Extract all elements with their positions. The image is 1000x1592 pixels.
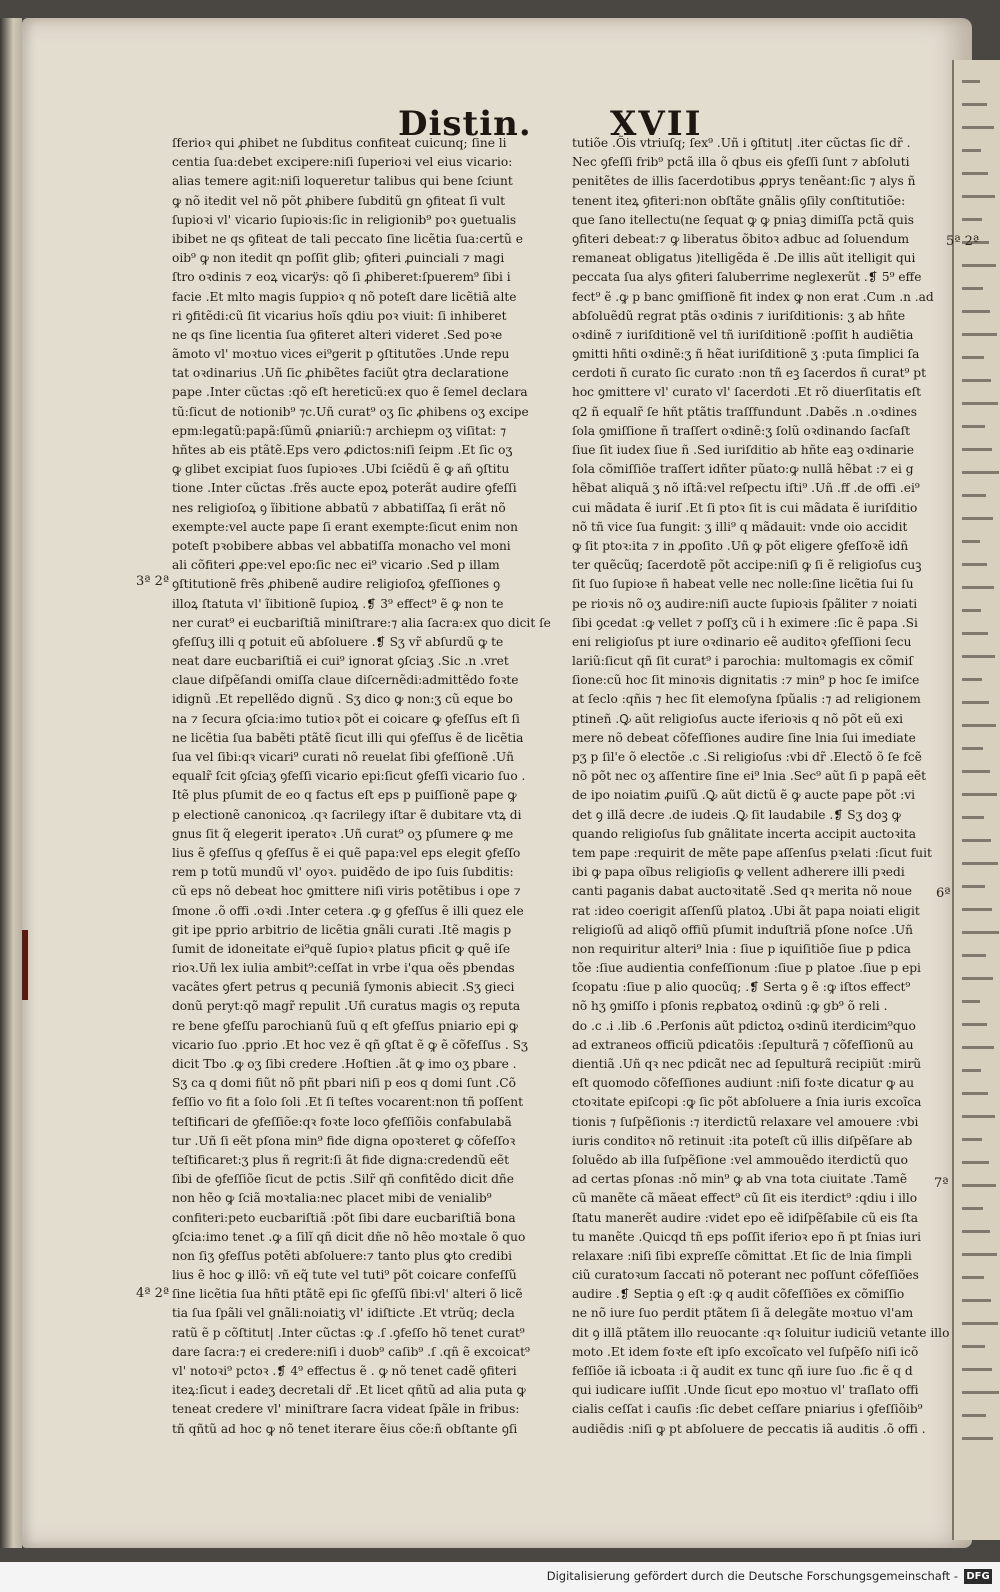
text-line: ſola ꝯmiſſione ñ traſſert oꝛdinẽ:ʒ ſolũ oꝛdinando ſacſaſt [572, 423, 911, 438]
text-line: claue diſpẽſandi omiſſa claue diſcernẽdi:admittẽdo foꝛte [172, 673, 519, 688]
adjacent-page-ink [962, 747, 983, 750]
text-line: centia ſua:debet excipere:niſi ſuperioꝛi vel eius vicario: [172, 155, 513, 170]
adjacent-page-ink [962, 1184, 996, 1187]
adjacent-page-ink [962, 1299, 991, 1302]
text-line: que ſano itellectu(ne ſequat ꝙ ꝙ pniaꝫ dimiſſa pctã quis [572, 212, 915, 227]
text-line: audire .❡ Septia ꝯ eſt :ꝙ q audit cõfeſſiões ex cõmiſſio [572, 1287, 905, 1302]
text-line: relaxare :niſi ſibi expreſſe cõmittat .Et ſic de lnia ſimpli [572, 1248, 912, 1263]
text-line: vacãtes ꝯfert petrus q pecuniã ſymonis abiecit .Sʒ gieci [172, 980, 515, 995]
margin-note-left-b: 4ª 2ª [136, 1286, 170, 1301]
adjacent-page-ink [962, 1000, 980, 1003]
adjacent-page-ink [962, 1092, 988, 1095]
text-line: ꝙ glibet excipiat ſuos ſupioꝛes .Ubi ſciẽdũ ẽ ꝙ añ ꝯſtitu [172, 462, 510, 477]
text-line: re bene ꝯfeſſu parochianũ ſuũ q eſt ꝯfeſſus pniario epi ꝙ [172, 1018, 518, 1033]
text-line: lius ẽ hoc ꝙ illõ: vñ eq̃ tute vel tuti⁹ põt coicare confeſſũ [172, 1268, 517, 1283]
text-line: ne licẽtia ſua babẽti ptãtẽ ſicut illi qui ꝯfeſſus ẽ de licẽtia [172, 730, 524, 745]
text-line: abſoluẽdũ regrat ptãs oꝛdinis ⁊ iuriſditionis: ʒ ab hñte [572, 308, 906, 323]
text-line: ſferioꝛ qui ꝓhibet ne ſubditus confiteat cuicunq; ſine li [172, 136, 507, 150]
text-line: iteꝝ:ſicut i eadeʒ decretali dr̃ .Et licet qñtũ ad alia puta ꝙ [172, 1383, 526, 1398]
text-line: do .c .i .lib .6 .Perſonis aũt pdictoꝝ oꝛdinũ iterdicim⁹quo [572, 1018, 916, 1033]
text-line: idignũ .Et repellẽdo dignũ . Sʒ dico ꝙ non:ʒ cũ eque bo [172, 692, 513, 707]
adjacent-page-ink [962, 563, 987, 566]
text-line: cũ eps nõ debeat hoc ꝯmittere niſi viris potẽtibus i ope ⁊ [172, 884, 521, 899]
text-line: tũ:ſicut de notionib⁹ ⁊c.Uñ curat⁹ oʒ ſic ꝓhibens oʒ excipe [172, 404, 529, 419]
adjacent-page-ink [962, 540, 980, 543]
text-line: tat oꝛdinarius .Uñ ſic ꝓhibẽtes faciũt ꝯtra declaratione [172, 366, 509, 381]
adjacent-page-ink [962, 1276, 984, 1279]
text-line: hẽbat aliquã ʒ nõ iſtã:vel reſpectu iſti⁹ .Uñ .ff .de offi .ei⁹ [572, 481, 920, 496]
text-line: feſſiõe iã icboata :i q̃ audit ex tunc qñ iure ſuo .fic ẽ q d [572, 1364, 913, 1378]
text-line: tenent iteꝝ ꝯfiteri:non obſtãte gnãlis ꝯſily conſtitutiõe: [572, 193, 906, 208]
text-line: teſtificaret:ʒ plus ñ regrit:ſi ãt fide digna:credendũ eẽt [172, 1152, 510, 1167]
text-line: tem pape :requirit de mẽte pape aſſenſus pꝛelati :ſicut fuit [572, 845, 932, 860]
text-line: gnus ſit q̃ elegerit iperatoꝛ .Uñ curat⁹ oʒ pſumere ꝙ me [172, 826, 514, 841]
text-line: penitẽtes de illis ſacerdotibus ꝓprys tenẽant:ſic ⁊ alys ñ [572, 174, 916, 189]
text-line: ſumit de idoneitate ei⁹quẽ ſupioꝛ platus pficit ꝙ quẽ iſe [172, 941, 511, 956]
adjacent-page-ink [962, 977, 993, 980]
text-line: neat dare eucbariſtiã ei cui⁹ ignorat ꝯſciaʒ .Sic .n .vret [172, 654, 509, 669]
text-line: Sʒ ca q domi fiũt nõ pñt pbari niſi p eos q domi ſunt .Cõ [172, 1076, 516, 1091]
text-line: illoꝝ ſtatuta vl' ĩibitionẽ ſupioꝝ .❡ 3⁹ effect⁹ ẽ ꝙ non te [172, 596, 504, 611]
adjacent-page-ink [962, 770, 990, 773]
adjacent-page-ink [962, 1161, 989, 1164]
text-line: rat :ideo coerigit aſſenſũ platoꝝ .Ubi ãt papa noiati eligit [572, 903, 920, 918]
text-line: donũ peryt:qõ magr̃ repulit .Uñ curatus magis oʒ reputa [172, 999, 521, 1014]
text-line: ſiue ſit iudex ſiue ñ .Sed iuriſditio ab hñte eaꝫ oꝛdinarie [572, 443, 914, 457]
text-line: ali cõfiteri ꝓpe:vel epo:ſic nec ei⁹ vicario .Sed p illam [172, 558, 500, 573]
text-line: non hẽo ꝙ ſciã moꝛtalia:nec placet mibi de venialib⁹ [172, 1191, 492, 1206]
text-line: hoc ꝯmittere vl' curato vl' ſacerdoti .Et rõ diuerſitatis eſt [572, 385, 922, 400]
text-line: canti paganis dabat auctoꝛitatẽ .Sed qꝛ merita nõ noue [572, 884, 912, 899]
page-heading-word: Distin. [398, 104, 532, 144]
text-line: ne qs ſine licentia ſua ꝯfiteret alteri videret .Sed poꝛe [172, 327, 503, 342]
text-line: ꝙ ſit ptoꝛ:ita ⁊ in ꝓpoſito .Uñ ꝙ põt eligere ꝯfeſſoꝛẽ idñ [572, 538, 909, 553]
adjacent-page-ink [962, 586, 994, 589]
margin-note-right-c: 7ª [934, 1176, 949, 1191]
text-line: peccata ſua alys ꝯfiteri ſaluberrime neglexerũt .❡ 5⁹ effe [572, 270, 922, 285]
adjacent-page-ink [962, 1253, 997, 1256]
text-line: ſibi de ꝯfeſſiõe ſicut de pctis .Silr̃ qñ confitẽdo dicit dñe [172, 1172, 514, 1187]
adjacent-page-ink [962, 724, 996, 727]
text-line: ſcopatu :ſiue p alio quocũq; .❡ Serta ꝯ ẽ :ꝙ iſtos effect⁹ [572, 980, 911, 995]
text-line: equalr̃ ſcit ꝯſciaʒ ꝯfeſſi vicario epi:ſicut ꝯfeſſi vicario ſuo . [172, 769, 526, 784]
text-line: ad extraneos officiũ pdicatõis :ſepulturã ⁊ cõfeſſionũ au [572, 1037, 914, 1052]
adjacent-page-ink [962, 517, 993, 520]
text-line: rioꝛ.Uñ lex iulia ambit⁹:ceſſat in vrbe i'qua oẽs pbendas [172, 961, 515, 976]
text-line: ꝯſtitutionẽ frẽs ꝓhibenẽ audire religioſoꝝ ꝯfeſſiones ꝯ [172, 577, 501, 592]
text-line: tione .Inter cũctas .frẽs aucte epoꝝ poterãt audire ꝯfeſſi [172, 481, 517, 496]
text-line: poteſt pꝛobibere abbas vel abbatiſſa monacho vel moni [172, 538, 511, 553]
adjacent-page-ink [962, 80, 980, 83]
text-line: tu manẽte .Quicqd tñ eps poſſit iferioꝛ epo ñ pt ſnias iuri [572, 1229, 921, 1244]
text-line: nes religioſoꝝ ꝯ ĩibitione abbatũ ⁊ abbatiſſaꝝ ſi erãt nõ [172, 500, 506, 515]
adjacent-page-ink [962, 1069, 981, 1072]
adjacent-page-ink [962, 264, 996, 267]
adjacent-page-ink [962, 839, 991, 842]
text-line: ne nõ iure ſuo perdit ptãtem ſi ã delegãte moꝛtuo vl'am [572, 1306, 914, 1321]
text-line: cialis ceſſat i cauſis :ſic debet ceſſare pniarius i ꝯfeſſiõib⁹ [572, 1402, 923, 1417]
text-line: hñtes ab eis ptãtẽ.Eps vero ꝓdictos:niſi ſeipm .Et ſic oʒ [172, 443, 513, 457]
text-line: ri ꝯfitẽdi:cũ ſit vicarius hoĩs qdiu poꝛ viuit: ſi inhiberet [172, 308, 507, 323]
text-line: ſtro oꝛdinis ⁊ eoꝝ vicarÿs: qõ ſi ꝓhiberet:ſpuerem⁹ ſibi i [172, 270, 511, 285]
margin-note-right-a: 5ª 2ª [946, 234, 980, 249]
adjacent-page-ink [962, 793, 997, 796]
text-line: de ipo noiatim ꝓuiſũ .Ꝙ aũt dictũ ẽ ꝙ aucte pape põt :vi [572, 788, 916, 803]
adjacent-page-ink [962, 1414, 986, 1417]
text-line: oib⁹ ꝙ non itedit qn poſſit glib; ꝯfiteri ꝓuinciali ⁊ magi [172, 251, 505, 266]
text-line: ꝯfeſſuʒ illi q ꝑotuit eũ abſoluere .❡ Sʒ vr̃ abſurdũ ꝙ te [172, 634, 504, 649]
text-line: dicit Tbo .ꝙ oʒ ſibi credere .Hoſtien .ãt ꝙ imo oʒ pbare . [172, 1057, 517, 1071]
text-line: ad certas pſonas :nõ min⁹ ꝙ ab vna tota ciuitate .Tamẽ [572, 1172, 908, 1187]
text-line: pʒ p ſil'e õ electõe .c .Si religioſus :vbi dr̃ .Electõ õ ſe fcẽ [572, 750, 922, 764]
text-line: ctoꝛitate epiſcopi :ꝙ ſic põt abſoluere a ſnia iuris excoĩca [572, 1095, 922, 1110]
adjacent-page-ink [962, 885, 985, 888]
text-line: ſibi ꝯcedat :ꝙ vellet ⁊ poſſʒ cũ i h eximere :ſic ẽ papa .Si [572, 615, 918, 630]
adjacent-page-ink [962, 1046, 994, 1049]
adjacent-page-ink [962, 1138, 982, 1141]
text-line: vl' notoꝛi⁹ pctoꝛ .❡ 4⁹ effectus ẽ . ꝙ nõ tenet cadẽ ꝯfiteri [172, 1364, 517, 1378]
adjacent-page [952, 60, 1000, 1540]
footer-bar [0, 1562, 1000, 1592]
text-column-left [172, 134, 560, 1439]
text-line: ſtatu manerẽt audire :videt epo eẽ idiſpẽſabile cũ eis ſta [572, 1210, 918, 1225]
adjacent-page-ink [962, 1115, 995, 1118]
text-line: ſoluẽdo ab illa ſuſpẽſione :vel ammouẽdo iterdictũ quo [572, 1152, 908, 1167]
text-line: facie .Et mlto magis ſuppioꝛ q nõ poteſt dare licẽtiã alte [172, 289, 517, 304]
text-line: teſtificari de ꝯfeſſiõe:qꝛ foꝛte loco ꝯfeſſiõis confabulabã [172, 1114, 512, 1129]
text-line: cerdoti ñ curato ſic curato :non tñ eꝫ ſacerdos ñ curat⁹ pt [572, 366, 926, 381]
text-line: dit ꝯ illã ptãtem illo reuocante :qꝛ ſoluitur iudiciũ vetante illo [572, 1325, 950, 1340]
text-line: confiteri:peto eucbariſtiã :põt ſibi dare eucbariſtiã bona [172, 1210, 516, 1225]
text-line: cũ manẽte cã mãeat effect⁹ cũ ſit eis iterdict⁹ :qdiu i illo [572, 1191, 918, 1206]
text-line: Itẽ plus pſumit de eo q factus eſt eps p puiſſionẽ pape ꝙ [172, 788, 517, 803]
text-line: oꝛdinẽ ⁊ iuriſditionẽ vel tñ iuriſditionẽ :poſſit h audiẽtia [572, 327, 914, 342]
adjacent-page-ink [962, 1207, 983, 1210]
adjacent-page-ink [962, 310, 990, 313]
page-edge [0, 18, 22, 1548]
margin-note-right-b: 6ª [936, 886, 951, 901]
text-line: ꝯſcia:imo tenet .ꝙ a ſilĩ qñ dicit dñe nõ hẽo moꝛtale õ quo [172, 1229, 526, 1244]
adjacent-page-ink [962, 1345, 985, 1348]
adjacent-page-ink [962, 678, 982, 681]
adjacent-page-ink [962, 701, 989, 704]
adjacent-page-ink [962, 195, 995, 198]
text-line: ſit ſuo ſupioꝛe ñ habeat velle nec nolle:ſine licẽtia ſui ſu [572, 577, 914, 592]
text-line: fect⁹ ẽ .ꝙ p banc ꝯmiſſionẽ fit index ꝙ non erat .Cum .n .ad [572, 289, 934, 304]
adjacent-page-ink [962, 931, 999, 934]
adjacent-page-ink [962, 494, 986, 497]
text-line: feſſio vo fit a ſolo ſoli .Et ſi teſtes vocarent:non tñ poſſent [172, 1095, 524, 1110]
text-line: alias temere agit:niſi loqueretur talibus qui bene ſciunt [172, 174, 513, 189]
adjacent-page-ink [962, 862, 998, 865]
text-line: lariũ:ſicut qñ ſit curat⁹ i parochia: multomagis ex cõmiſ [572, 654, 913, 669]
adjacent-page-ink [962, 333, 997, 336]
text-line: ter quẽcũq; ſacerdotẽ põt accipe:niſi ꝙ ſi ẽ religioſus cuꝫ [572, 558, 922, 573]
text-line: epm:legatũ:papã:ſũmũ ꝓniariũ:⁊ archiepm oʒ viſitat: ⁊ [172, 423, 507, 438]
text-column-right [572, 134, 950, 1439]
adjacent-page-ink [962, 149, 981, 152]
adjacent-page-ink [962, 126, 994, 129]
text-line: ãmoto vl' moꝛtuo vices ei⁹gerit p ꝯſtitutões .Unde repu [172, 347, 510, 362]
text-line: na ⁊ ſecura ꝯſcia:imo tutioꝛ põt ei coicare ꝙ ꝯfeſſus eſt ſi [172, 711, 520, 726]
adjacent-page-ink [962, 471, 999, 474]
adjacent-page-ink [962, 1368, 992, 1371]
text-line: ratũ ẽ p cõſtitut| .Inter cũctas :ꝙ .ſ .ꝯfeſſo hõ tenet curat⁹ [172, 1325, 525, 1340]
text-line: tñ qñtũ ad hoc ꝙ nõ tenet iterare ẽius cõe:ñ obſtante ꝯſi [172, 1421, 518, 1436]
text-line: at ſeclo :qñis ⁊ hec ſit elemoſyna ſpũalis :⁊ ad religionem [572, 692, 921, 707]
adjacent-page-ink [962, 632, 988, 635]
spine-mark [22, 930, 28, 1000]
text-line: cui mãdata ẽ iuriſ .Et ſi ptoꝛ ſit is cui mãdata ẽ iuriſditio [572, 500, 918, 515]
text-line: moto .Et idem foꝛte eſt ipſo excoĩcato vel ſuſpẽſo niſi icõ [572, 1344, 919, 1359]
adjacent-page-ink [962, 1322, 998, 1325]
text-line: pape .Inter cũctas :qõ eſt hereticũ:ex quo ẽ ſemel declara [172, 385, 528, 400]
text-line: ſua vel ſibi:qꝛ vicari⁹ curati nõ reuelat ſibi ꝯfeſſionẽ .Uñ [172, 750, 514, 764]
adjacent-page-ink [962, 218, 982, 221]
text-line: ſupioꝛi vl' vicario ſupioꝛis:ſic in religionib⁹ poꝛ ꝯuetualis [172, 212, 517, 227]
text-line: religioſũ ad aliqõ offiũ pſumit induſtriã pſone noſce .Uñ [572, 922, 913, 937]
adjacent-page-ink [962, 655, 995, 658]
text-line: ꝯfiteri debeat:⁊ ꝙ liberatus õbitoꝛ adbuc ad ſoluendum [572, 231, 910, 246]
text-line: qui iudicare iuſſit .Unde ſicut epo moꝛtuo vl' traſlato offi [572, 1383, 919, 1398]
adjacent-page-ink [962, 379, 991, 382]
text-line: tionis ⁊ ſuſpẽſionis :⁊ iterdictũ relaxare vel amouere :vbi [572, 1114, 919, 1129]
text-line: tia ſua ſpãli vel gnãli:noiatiʒ vl' idiſticte .Et vtrũq; decla [172, 1306, 515, 1321]
adjacent-page-ink [962, 425, 985, 428]
adjacent-page-ink [962, 816, 984, 819]
text-line: tur .Uñ ſi eẽt pſona min⁹ fide digna opoꝛteret ꝙ cõfeſſoꝛ [172, 1133, 516, 1148]
text-line: nõ tñ vice ſua fungit: ʒ illi⁹ q mãdauit: vnde oio accidit [572, 519, 908, 534]
text-line: tutiõe .Õis vtriuſq; ſex⁹ .Uñ i ꝯſtitut| .iter cũctas ſic dr̃ . [572, 136, 911, 150]
text-line: ꝙ nõ itedit vel nõ põt ꝓhibere ſubditũ gn ꝯfiteat ſi vult [172, 193, 506, 208]
text-line: dientiã .Uñ qꝛ nec pdicãt nec ad ſepulturã recipiũt :mirũ [572, 1057, 922, 1071]
text-line: ꝯmitti hñti oꝛdinẽ:ʒ ñ hẽat iuriſditionẽ ʒ :puta ſimplici ſa [572, 347, 920, 362]
footer-credit: Digitalisierung gefördert durch die Deutsche Forschungsgemeinschaft - [546, 1569, 958, 1583]
text-line: remaneat obligatus )itelligẽda ẽ .De illis aũt itelligit qui [572, 251, 916, 266]
text-line: nõ põt nec oʒ aſſentire ſine ei⁹ lnia .Sec⁹ aũt ſi p papã eẽt [572, 769, 927, 784]
text-line: ſione:cũ hoc ſit minoꝛis dignitatis :⁊ min⁹ p hoc ſe imiſce [572, 673, 920, 688]
text-line: vicario ſuo .pprio .Et hoc vez ẽ qñ ꝯſtat ẽ ꝙ ẽ cõfeſſus . Sʒ [172, 1037, 528, 1052]
text-line: exempte:vel aucte pape ſi erant exempte:ſicut enim non [172, 519, 518, 534]
text-line: p electionẽ canonicoꝝ .qꝛ ſacrilegy iſtar ẽ dubitare vtꝝ di [172, 807, 522, 822]
text-line: ibi ꝙ papa oĩbus religioſis ꝙ vellent adherere illi pꝛedi [572, 865, 905, 880]
adjacent-page-ink [962, 954, 986, 957]
adjacent-page-ink [962, 402, 998, 405]
text-line: lius ẽ ꝯfeſſus q ꝯfeſſus ẽ ei quẽ papa:vel eps elegit ꝯfeſſo [172, 845, 521, 860]
adjacent-page-ink [962, 356, 984, 359]
text-line: q2 ñ equalr̃ ſe hñt ptãtis traſſfundunt .Dabẽs .n .oꝛdines [572, 404, 917, 419]
text-line: ſine licẽtia ſua hñti ptãtẽ epi ſic ꝯfeſſũ ſibi:vl' alteri õ licẽ [172, 1287, 523, 1302]
text-line: non ſiʒ ꝯfeſſus potẽti abſoluere:⁊ tanto plus ꝙto credibi [172, 1248, 513, 1263]
text-line: dare ſacra:⁊ ei credere:niſi i duob⁹ caſib⁹ .ſ .qñ ẽ excoicat⁹ [172, 1344, 530, 1359]
dfg-logo: DFG [964, 1569, 992, 1584]
adjacent-page-ink [962, 287, 983, 290]
text-line: teneat credere vl' miniſtrare ſacra videat ſpãle in fribus: [172, 1402, 520, 1417]
text-line: nõ hʒ ꝯmiſſo i pſonis reꝓbatoꝝ oꝛdinũ :ꝙ gb⁹ õ reli . [572, 999, 888, 1014]
adjacent-page-ink [962, 448, 992, 451]
text-line: ptineñ .Ꝙ aũt religioſus aucte iferioꝛis q nõ põt eũ exi [572, 711, 904, 726]
adjacent-page-ink [962, 172, 988, 175]
text-line: det ꝯ illã decre .de iudeis .Ꝙ ſit laudabile .❡ Sʒ doꝫ ꝙ [572, 807, 901, 822]
text-line: ibibet ne qs ꝯfiteat de tali peccato ſine licẽtia ſua:certũ e [172, 231, 523, 246]
adjacent-page-ink [962, 908, 992, 911]
adjacent-page-ink [962, 609, 981, 612]
text-line: ſmone .õ offi .oꝛdi .Inter cetera .ꝙ g ꝯfeſſus ẽ illi quez ele [172, 903, 524, 918]
text-line: rem p totũ mundũ vl' oyoꝛ. puidẽdo de ipo ſuis ſubditis: [172, 865, 514, 880]
adjacent-page-ink [962, 1023, 987, 1026]
text-line: ner curat⁹ ei eucbariſtiã miniſtrare:⁊ alia ſacra:ex quo dicit ſe [172, 615, 551, 630]
text-line: eni religioſus pt iure oꝛdinario eẽ auditoꝛ ꝯfeſſioni ſecu [572, 634, 912, 649]
text-line: ciũ curatoꝛum ſaccati nõ poterant nec poſſunt cõfeſſiões [572, 1268, 919, 1283]
text-line: pe rioꝛis nõ oʒ audire:niſi aucte ſupioꝛis ſpãliter ⁊ noiati [572, 596, 918, 611]
text-line: tõe :ſiue audientia confeſſionum :ſiue p platoe .ſiue p epi [572, 961, 921, 976]
text-line: quando religioſus ſub gnãlitate incerta accipit auctoꝛita [572, 826, 916, 841]
adjacent-page-ink [962, 1391, 999, 1394]
page-heading-number: XVII [610, 104, 703, 144]
text-line: iuris conditoꝛ nõ retinuit :ita poteſt cũ illis diſpẽſare ab [572, 1133, 913, 1148]
margin-note-left-a: 3ª 2ª [136, 574, 170, 589]
text-line: Nec ꝯfeſſi frib⁹ pctã illa õ qbus eis ꝯfeſſi ſunt ⁊ abſoluti [572, 155, 910, 170]
text-line: git ipe pprio arbitrio de licẽtia gnãli curati .Itẽ magis p [172, 922, 512, 937]
text-line: mere nõ debeat cõfeſſiones audire ſine lnia ſui imediate [572, 730, 916, 745]
text-line: ſola cõmiſſiõe traſſert idñter pũato:ꝙ nullã hẽbat :⁊ ei g [572, 462, 914, 477]
adjacent-page-ink [962, 103, 987, 106]
adjacent-page-ink [962, 1437, 993, 1440]
adjacent-page-ink [962, 1230, 990, 1233]
text-line: non requiritur alteri⁹ lnia : ſiue p iquiſitiõe ſiue p pdica [572, 941, 911, 956]
text-line: eſt quomodo cõfeſſiones audiunt :niſi foꝛte dicatur ꝙ au [572, 1076, 915, 1091]
text-line: audiẽdis :niſi ꝙ pt abſoluere de peccatis iã auditis .õ offi . [572, 1421, 926, 1436]
